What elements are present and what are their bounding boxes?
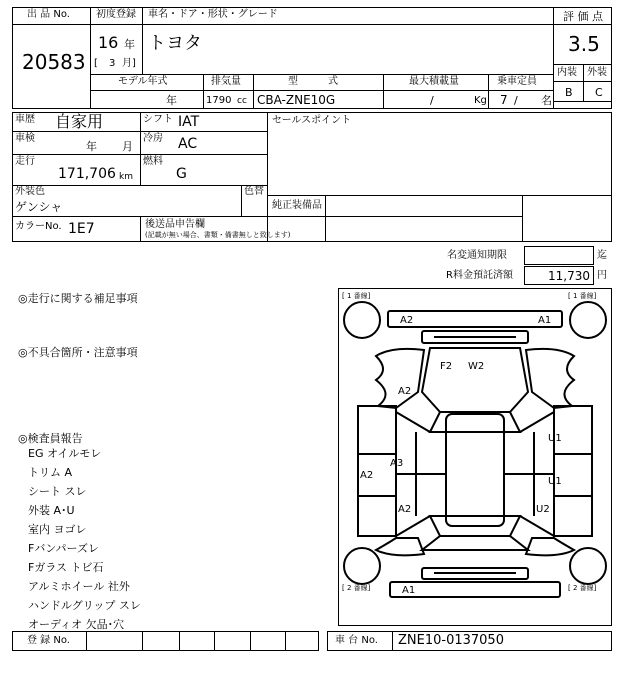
report-line: EG オイルモレ [28,447,102,460]
interior-label: 内装 [557,67,577,78]
report-line: 外装 A･U [28,504,75,517]
roof [446,414,504,526]
model-code: CBA-ZNE10G [257,93,336,107]
recycle-value: 11,730 [548,269,590,283]
history-label: 車歴 [15,114,35,125]
report-line: 室内 ヨゴレ [28,523,87,536]
later-report-note: (記載が無い場合、書類・備書無しと致します) [145,231,291,239]
rear-right-fender [526,538,574,555]
damage-mark: A1 [538,315,552,326]
chassis-label: 車 台 No. [335,635,378,646]
name-change-label: 名変通知期限 [447,250,507,261]
mileage-label: 走行 [15,156,35,167]
front-left-fender [376,349,424,408]
name-change-unit: 迄 [597,250,607,261]
mileage-unit: km [119,172,133,182]
first-reg-label: 初度登録 [96,9,136,20]
exterior-label: 外装 [587,67,607,78]
ac-value: AC [178,136,198,152]
driving-notes-label: ◎走行に関する補足事項 [18,292,138,305]
hood [422,348,528,412]
first-reg-month: 3 [109,58,116,69]
capacity-unit: 名 [541,94,552,107]
color-no-label: カラーNo. [15,221,62,232]
report-line: Fバンパーズレ [28,542,100,555]
recycle-unit: 円 [597,270,607,281]
lot-label: 出 品 No. [27,9,70,20]
rear-left-fender [376,538,424,555]
exterior-grade: C [595,86,603,99]
report-line: ハンドルグリップ スレ [28,599,141,612]
name-label: 車名・ドア・形状・グレード [148,9,278,20]
report-line: シート スレ [28,485,87,498]
month-bracket: [ [94,58,98,69]
damage-mark: U2 [536,504,550,515]
corner-tag-br: [ 2 番線] [568,584,597,592]
first-reg-year: 16 [98,33,119,52]
corner-tag-bl: [ 2 番線] [342,584,371,592]
corner-tag-tr: [ 1 番線] [568,292,597,300]
ext-color-value: ゲンシャ [15,200,63,214]
color-change-label: 色替 [244,186,264,197]
inspector-report-label: ◎検査員報告 [18,432,83,445]
damage-mark: A3 [390,458,404,469]
front-right-fender [526,349,574,408]
tyre-rear-right [570,548,606,584]
reg-no-label: 登 録 No. [27,635,70,646]
damage-mark: U1 [548,433,562,444]
report-line: オーディオ 欠品･穴 [28,618,125,631]
year-unit: 年 [124,38,135,51]
max-load-unit: Kg [474,95,487,106]
name-change-field [524,246,594,265]
inspection-month-unit: 月 [122,140,133,153]
month-unit: 月] [122,58,136,69]
trunk [422,536,528,550]
displacement-unit: cc [237,96,247,106]
tyre-rear-left [344,548,380,584]
mileage-value: 171,706 [58,166,116,182]
fuel-value: G [176,166,187,182]
equipment-label: 純正装備品 [272,200,322,211]
shift-value: IAT [178,114,200,130]
score-value: 3.5 [568,32,600,56]
model-year-label: モデル年式 [118,76,168,87]
damage-mark: A2 [400,315,414,326]
shift-label: シフト [143,114,173,125]
inspection-year-unit: 年 [86,140,97,153]
capacity-sep: / [514,94,518,107]
damage-mark: U1 [548,476,562,487]
ac-label: 冷房 [143,133,163,144]
damage-mark: F2 [440,361,453,372]
car-name: トヨタ [148,33,202,54]
score-label: 評 価 点 [563,10,603,23]
capacity-value: 7 [500,93,508,107]
tyre-front-right [570,302,606,338]
inspection-label: 車検 [15,133,35,144]
later-report-label: 後送品申告欄 [145,219,205,230]
fuel-label: 燃料 [143,156,163,167]
report-line: アルミホイール 社外 [28,580,130,593]
damage-mark: A2 [398,386,412,397]
model-year-unit: 年 [166,94,177,107]
displacement-value: 1790 [206,95,232,106]
damage-mark: A2 [398,504,412,515]
type-label: 型 式 [288,76,338,87]
ext-color-label: 外装色 [15,186,45,197]
rear-bumper [390,582,560,597]
lot-number: 20583 [22,50,86,74]
body-side-right [554,406,592,536]
report-line: トリム A [28,466,73,479]
max-load-label: 最大積載量 [409,76,459,87]
front-bumper [388,311,562,327]
sales-point-label: セールスポイント [272,115,352,126]
color-no-value: 1E7 [68,221,95,237]
chassis-number: ZNE10-0137050 [398,633,504,648]
history-value: 自家用 [55,112,104,131]
displacement-label: 排気量 [211,76,241,87]
damage-mark: A1 [402,585,416,596]
max-load-sep: / [430,94,434,107]
tyre-front-left [344,302,380,338]
corner-tag-tl: [ 1 番線] [342,292,371,300]
damage-mark: W2 [468,361,485,372]
interior-grade: B [565,86,573,99]
damage-mark: A2 [360,470,374,481]
defects-label: ◎不具合箇所・注意事項 [18,346,138,359]
car-diagram-drawing [338,288,612,626]
capacity-label: 乗車定員 [497,76,537,87]
report-line: Fガラス トビ石 [28,561,104,574]
recycle-label: R料金預託済額 [446,270,513,281]
